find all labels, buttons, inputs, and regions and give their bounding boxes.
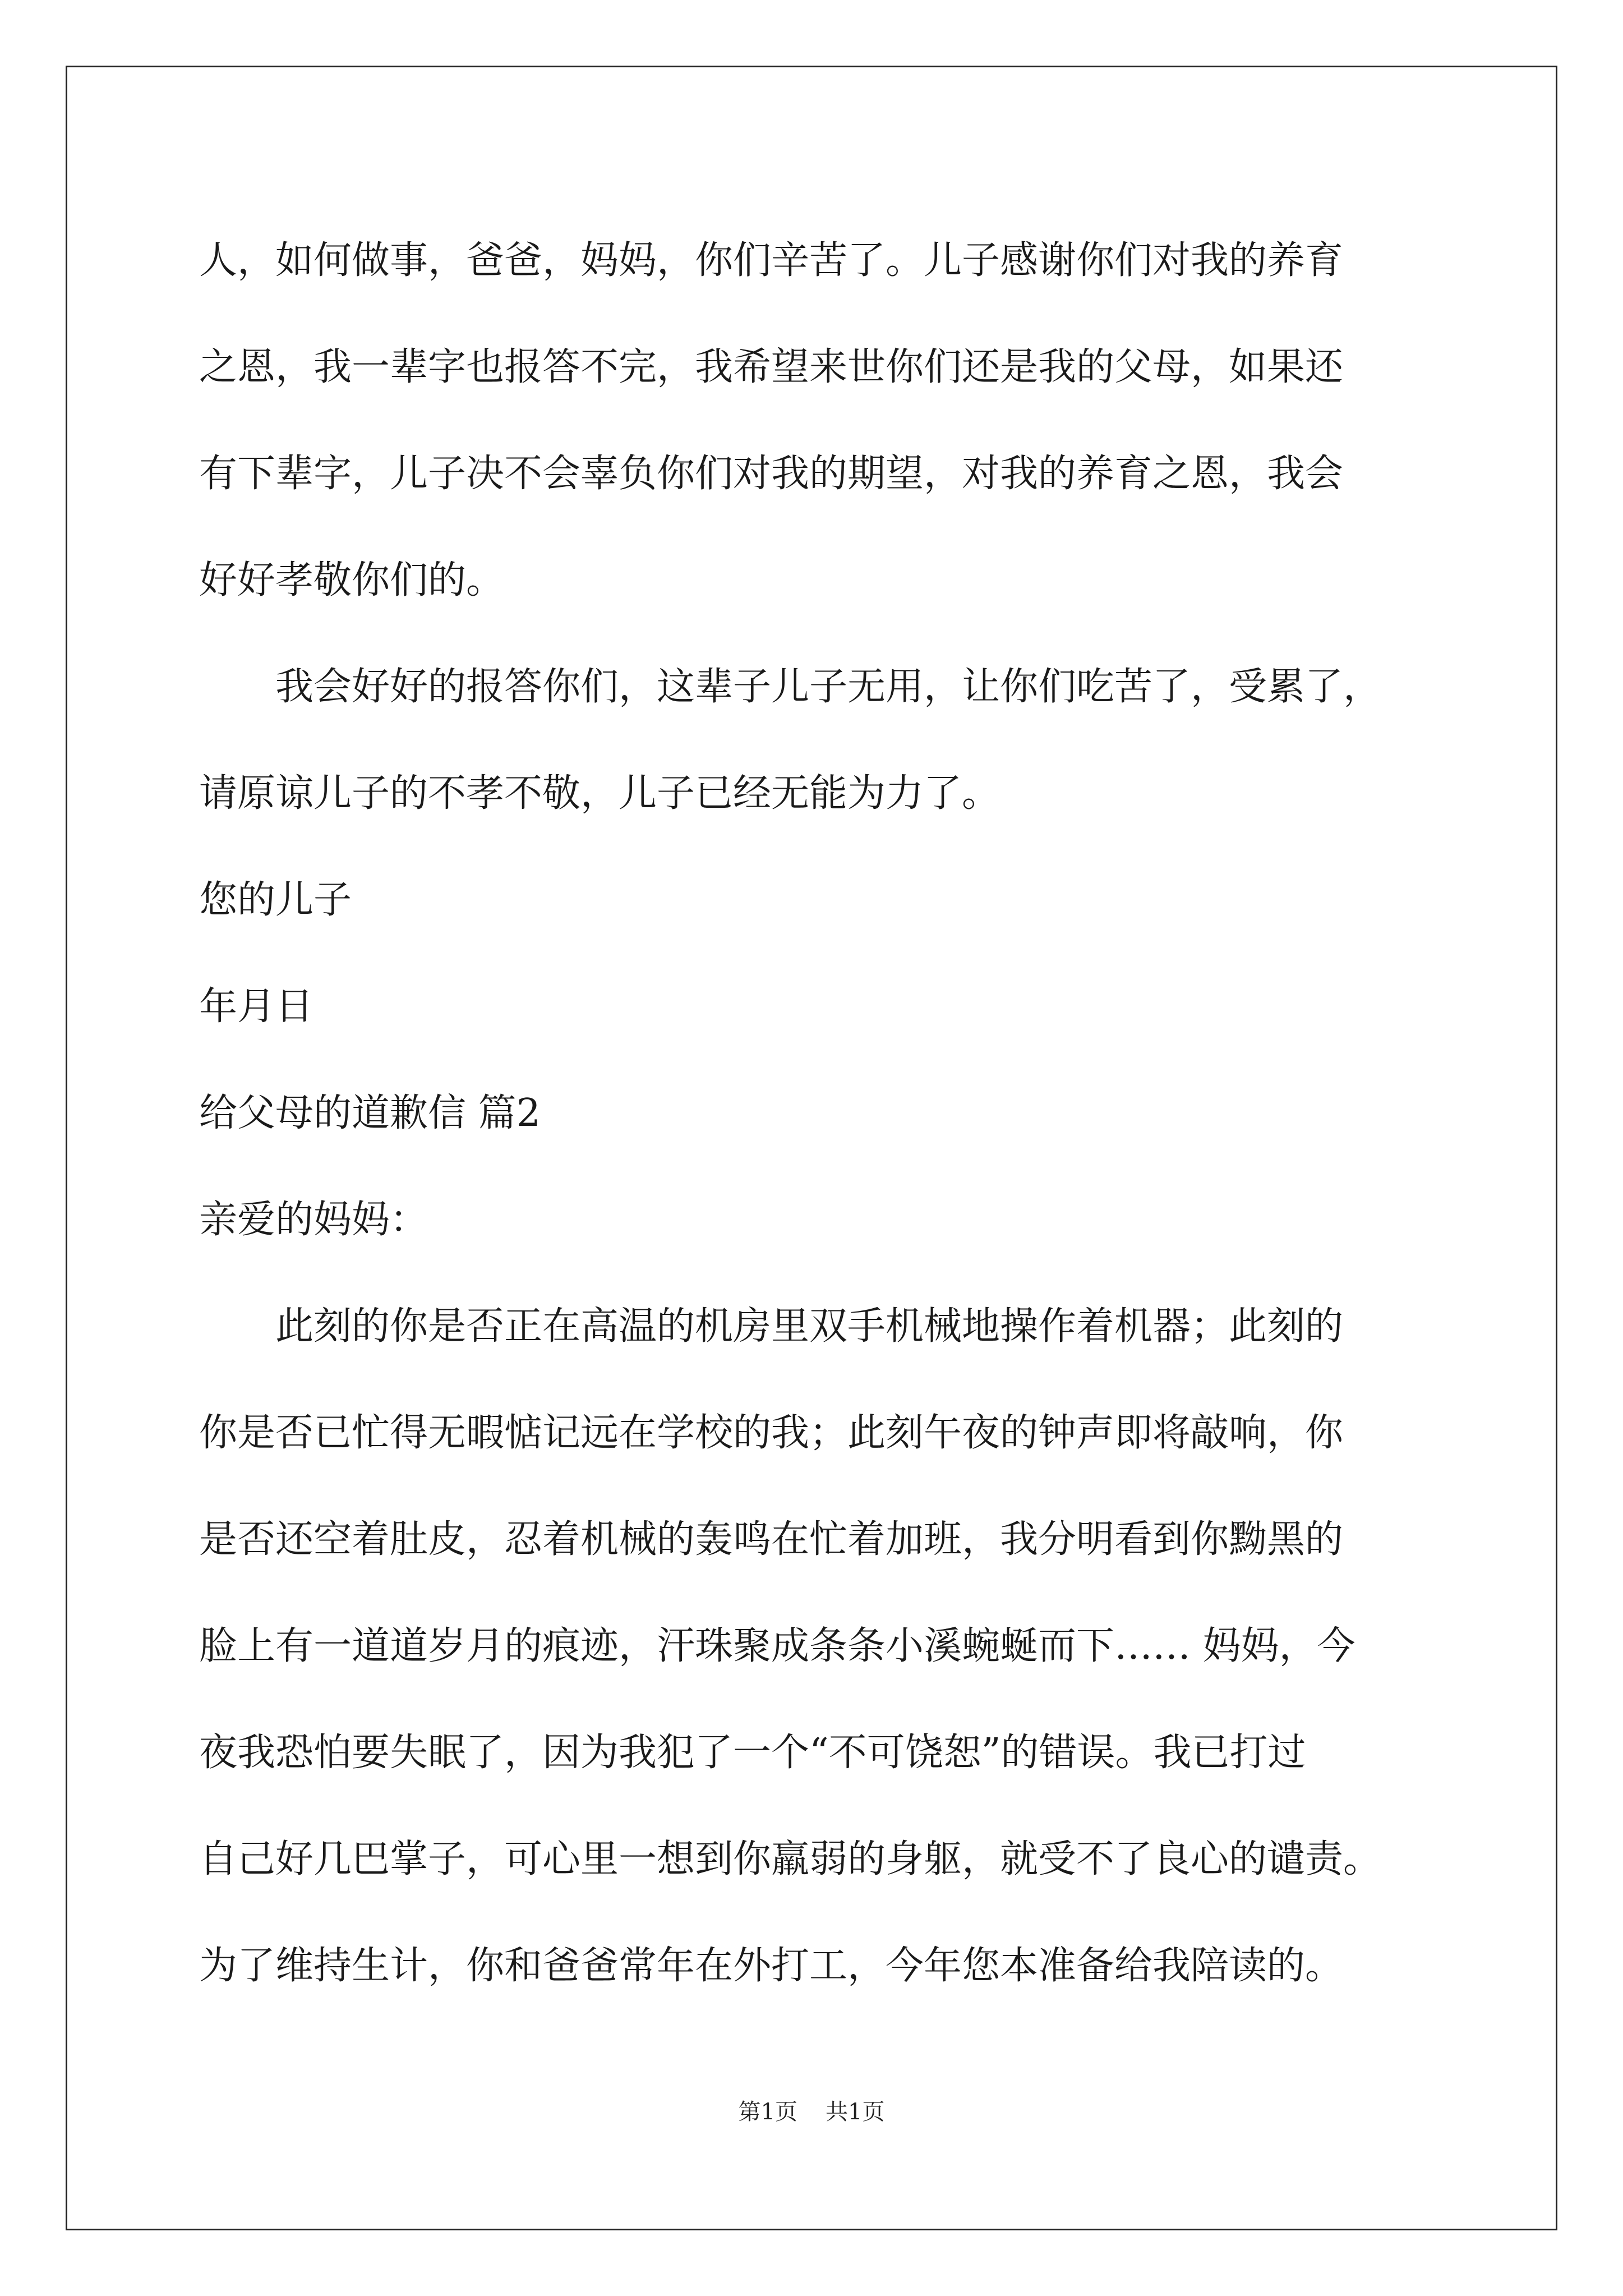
text-line: 此刻的你是否正在高温的机房里双手机械地操作着机器；此刻的 [275, 1304, 1344, 1349]
document-body [199, 208, 1467, 2019]
page-total: 共1页 [826, 2099, 885, 2125]
page-footer [0, 2095, 1623, 2129]
text-line: 我会好好的报答你们，这辈子儿子无用，让你们吃苦了，受累了， [275, 665, 1382, 709]
text-line: 自己好几巴掌子，可心里一想到你羸弱的身躯，就受不了良心的谴责。 [199, 1837, 1382, 1881]
text-line: 为了维持生计，你和爸爸常年在外打工，今年您本准备给我陪读的。 [199, 1944, 1344, 1988]
text-line: 是否还空着肚皮，忍着机械的轰鸣在忙着加班，我分明看到你黝黑的 [199, 1517, 1344, 1562]
text-line: 好好孝敬你们的。 [199, 558, 505, 602]
text-line: 人，如何做事，爸爸，妈妈，你们辛苦了。儿子感谢你们对我的养育 [199, 238, 1344, 283]
page-number: 第1页 [738, 2099, 797, 2125]
signature-line: 您的儿子 [199, 878, 352, 922]
text-line: 请原谅儿子的不孝不敬，儿子已经无能为力了。 [199, 771, 1000, 816]
text-line: 之恩，我一辈字也报答不完，我希望来世你们还是我的父母，如果还 [199, 345, 1344, 389]
text-line: 你是否已忙得无暇惦记远在学校的我；此刻午夜的钟声即将敲响，你 [199, 1411, 1344, 1455]
text-line: 脸上有一道道岁月的痕迹，汗珠聚成条条小溪蜿蜒而下…… 妈妈，今 [199, 1624, 1355, 1668]
date-line: 年月日 [199, 984, 314, 1029]
text-line: 夜我恐怕要失眠了，因为我犯了一个“不可饶恕”的错误。我已打过 [199, 1731, 1306, 1775]
salutation: 亲爱的妈妈： [199, 1198, 428, 1242]
section-heading: 给父母的道歉信 篇2 [199, 1091, 541, 1135]
text-line: 有下辈字，儿子决不会辜负你们对我的期望，对我的养育之恩，我会 [199, 452, 1344, 496]
